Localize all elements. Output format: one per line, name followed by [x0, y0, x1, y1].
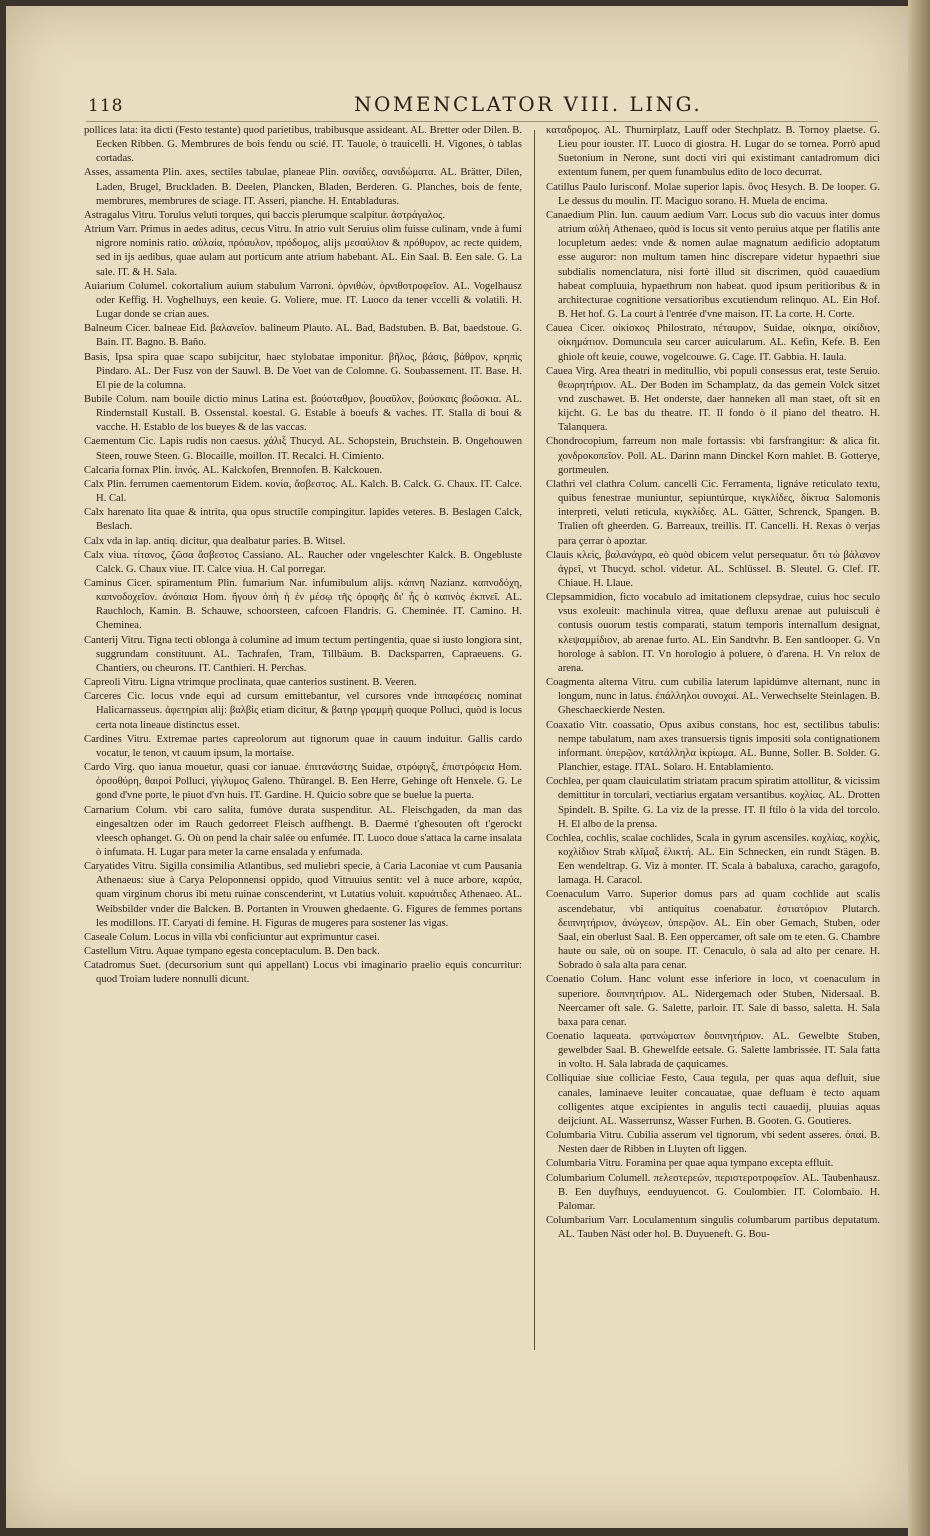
dictionary-entry: Astragalus Vitru. Torulus veluti torques, qui baccis plerumque scalpitur. ἀστράγαλος.: [84, 209, 446, 221]
dictionary-entry: Colliquiae siue colliciae Festo, Caua tegula, per quas aqua defluit, siue canales, laminaeve leuiter concauatae, quae defluam è tecto aquam colligentes atque excipientes in angulis tecti cauaedij, pluuias aquas deijciunt. AL. Wasserrunsz, Wasser Furhen. B. Gooten. G. Goutieres.: [546, 1073, 880, 1127]
dictionary-entry: Castellum Vitru. Aquae tympano egesta conceptaculum. B. Den back.: [84, 946, 380, 958]
dictionary-entry: Caryatides Vitru. Sigilla consimilia Atlantibus, sed muliebri specie, à Caria Laconiae vt cum Pausania Athenaeus: siue à Carya Peloponnensi oppido, quod Vitruuius sentit: vel à nuce arbore, καρύα, quam virginum chorus ibi metu ruinae conscenderint, vt Lutatius voluit. καρυάτιδες Athenaeo. AL. Weibsbilder vnder die Balcken. B. Portanten in Vrouwen ghedaente. G. Figures de femmes portans les modillons. IT. Caryati di femine. H. Figuras de mugeres para sostener las vigas.: [84, 861, 522, 929]
dictionary-entry: Columbarium Columell. πελεστερεών, περιστεροτροφεῖον. AL. Taubenhausz. B. Een duyfhuys, eenduyuencot. G. Coulombier. IT. Colombaio. H. Palomar.: [546, 1172, 880, 1212]
dictionary-entry: Calx harenato lita quae & intrita, qua opus structile compingitur. lapides veteres. B. Beslagen Calck, Beslach.: [84, 507, 522, 533]
dictionary-entry: Caseale Colum. Locus in villa vbi conficiuntur aut exprimuntur casei.: [84, 931, 380, 943]
dictionary-entry: Cochlea, cochlis, scalae cochlides, Scala in gyrum ascensiles. κοχλίας, κοχλὶς, κοχλίδιον Strab κλῖμαξ ἑλικτή. AL. Ein Schnecken, ein rundt Stägen. B. Een wendeltrap. G. Viz à monter. IT. Scala à babaluxa, caracho, garagofo, lamaga. H. Caracol.: [546, 832, 880, 887]
dictionary-entry: καταδρομος. AL. Thurnirplatz, Lauff oder Stechplatz. B. Tornoy plaetse. G. Lieu pour iouster. IT. Luoco di giostra. H. Lugar do se tornea. Porrò apud Suetonium in Nerone, sunt docti viri qui existimant cantadromum dici extentum funem, per quem funambulus edito de loco decurrat.: [546, 125, 880, 179]
dictionary-entry: Coaxatio Vitr. coassatio, Opus axibus constans, hoc est, sectilibus tabulis: nempe tabulatum, nam axes transuersis tignis impositi sola contignationem informant. ὑπερῷον, κατάλληλα ἰκρίωμα. AL. Bunne, Soller. B. Solder. G. Planchier, estage. ITAL. Solaro. H. Entablamiento.: [546, 719, 880, 774]
dictionary-entry: Columbaria Vitru. Foramina per quae aqua tympano excepta effluit.: [546, 1158, 834, 1170]
dictionary-entry: Coenaculum Varro. Superior domus pars ad quam cochlide aut scalis ascendebatur, vbi antiquitus coenabatur. ἑστιατόριον Plutarch. δειπνητήριον, ἀνώγεων, ὑπερῷον. AL. Ein ober Gemach, Stuben, oder Saal, ein oberlust Saal. B. Een oppercamer, oft sale om te eten. G. Chambre haute ou sale, où on soupe. IT. Cenaculo, ò sala ad alto per cenare. H. Sobrado ò sala alta para cenar.: [546, 889, 880, 972]
right-column: [546, 124, 880, 1364]
dictionary-entry: Asses, assamenta Plin. axes, sectiles tabulae, planeae Plin. σανίδες, σανιδώματα. AL. Brätter, Dilen, Laden, Brugel, Bruckladen. B. Deelen, Plancken, Bladen, Berderen. G. Planches, bois de fente, membrures, membrures de sciage. IT. Asseri, pianche. H. Entabladuras.: [84, 167, 522, 207]
dictionary-entry: Coenatio laqueata. φατνώματων δοιπνητήριον. AL. Gewelbte Stuben, gewelbder Saal. B. Ghewelfde eetsale. G. Salette lambrissée. IT. Sala fatta in volto. H. Sala labrada de çaquicames.: [546, 1031, 880, 1071]
dictionary-entry: Clepsammidion, ficto vocabulo ad imitationem clepsydrae, cuius hoc seculo vsus exoleuit: machinula vitrea, quae defluxu arenae aut puluisculi è contusis ouorum testis comparati, statum temporis internallum designat, κλεψαμμίδιον, ab arenae furto. AL. Ein Sandtvhr. B. Een santlooper. G. Vn horologe à sablon. IT. Vn horologio à poluere, ò d'arena. H. Vn relox de arena.: [546, 592, 880, 674]
dictionary-entry: Basis, Ipsa spira quae scapo subijcitur, haec stylobatae imponitur. βῆλος, βάσις, βάθρον, κρηπὶς Pindaro. AL. Der Fusz von der Sauwl. B. De Voet van de Colomne. G. Soubassement. IT. Base. H. El pie de la columna.: [84, 351, 522, 391]
dictionary-entry: Atrium Varr. Primus in aedes aditus, cecus Vitru. In atrio vult Seruius olim fuisse culinam, vnde à fumi nigrore nominis ratio. αὐλαία, πρόαυλον, πρόδομος, alijs μεσαύλιον & πρόθυρον, ac recte quidem, sed in ijs aedibus, quae aulam aut porticum ante atrium habebant. AL. Ein Saal. B. Een sale. G. La sale. IT. & H. Sala.: [84, 224, 522, 278]
dictionary-entry: Cardines Vitru. Extremae partes capreolorum aut tignorum quae in cauum induitur. Gallis cardo vocatur, le tenon, vt cauum ipsum, la mortaise.: [84, 733, 522, 759]
dictionary-entry: Carceres Cic. locus vnde equi ad cursum emittebantur, vel cursores vnde ἱππαφέσεις nominat Halicarnasseus. ἀφετηρίαι alij: βαλβὶς etiam dicitur, & βατηρ γραμμὴ quoque Polluci, quòd is locus certa nota lineaue distinctus esset.: [84, 691, 522, 731]
dictionary-entry: Cardo Virg. quo ianua mouetur, quasi cor ianuae. ἐπιτανάστης Suidae, στρόφιγξ, ἐπιστρόφεια Hom. ὀρσοθύρη, θαιροὶ Polluci, γίγλυμος Galeno. Thürangel. B. Een Herre, Gehinge oft Henxele. G. Le gond d'vne porte, le piuot d'vn huis. IT. Gardine. H. Quicio sobre que se buelue la puerta.: [84, 762, 522, 802]
dictionary-entry: Clathri vel clathra Colum. cancelli Cic. Ferramenta, lignáve reticulato textu, quibus fenestrae muniuntur, sepiuntúrque, κιγκλίδες, δίκτυα Salomonis interpreti, veluti reticula, κιγκλίδες. AL. Gätter, Schrenck, Spangen. B. Tralien oft gheerden. G. Barreaux, treillis. IT. Cancelli. H. Rexas ò verjas para çerrar ò apoztar.: [546, 478, 880, 547]
dictionary-entry: Auiarium Columel. cokortalium auium stabulum Varroni. ὀρνιθὼν, ὀρνιθοτροφεῖον. AL. Vogelhausz oder Keffig. H. Voghelhuys, een keuie. G. Voliere, mue. IT. Luoco da tener vccelli & volatili. H. Lugar donde se crian aues.: [84, 280, 522, 321]
dictionary-entry: Columbaria Vitru. Cubilia asserum vel tignorum, vbi sedent asseres. ὀπαί. B. Nesten daer de Ribben in Lluyten oft liggen.: [546, 1130, 880, 1156]
dictionary-entry: Canaedium Plin. Iun. cauum aedium Varr. Locus sub dio vacuus inter domus atrium αὐλὴ Athenaeo, quòd is locus sit vento peruius atque per flatilis ante locupletum aedes: vnde & nomen aulae magnatum aedificio adoptatum esse auguror: non multum tamen hinc discrepare videtur hypaethri siue subdialis nomenclatura, nisi fortè illud sit discrimen, quòd cauaedium habeat compluuia, hypaethrum non habeat. quod ipsum peritioribus & in architecturae cognitione versatioribus excutiendum relinquo. AL. Ein Hof. B. Het hof. G. La court à l'entrée d'vne maison. IT. La corte. H. Corte.: [546, 209, 880, 321]
dictionary-entry: Cauea Cicer. οἰκίσκος Philostrato, πέταυρον, Suidae, οἰκημα, οἰκίδιον, οἰκημάτιον. Domuncula seu carcer auicularum. AL. Kefin, Kefe. B. Een ghiole oft keuie, couwe, vogelcouwe. G. Cage. IT. Gabbia. H. Iaula.: [546, 323, 880, 363]
dictionary-entry: Caementum Cic. Lapis rudis non caesus. χάλιξ Thucyd. AL. Schopstein, Bruchstein. B. Ongehouwen Steen, rouwe Steen. G. Blocaille, moillon. IT. Recalci. H. Cimiento.: [84, 436, 522, 462]
dictionary-entry: Cauea Virg. Area theatri in meditullio, vbi populi consessus erat, teste Seruio. θεωρητήριον. AL. Der Boden im Schamplatz, da das gemein Volck sitzet vnd zuschawet. B. Het onderste, daer hanneken all man staet, oft sit en kijcht. G. Le bas du theatre. IT. Il fondo ò il piano del theatro. H. Talanquera.: [546, 365, 880, 434]
dictionary-entry: Coagmenta alterna Vitru. cum cubilia laterum lapidúmve alternant, nunc in longum, nunc in latus. ἐπάλληλοι συνοχαί. AL. Verwechselte Steinlagen. B. Gheschaeckierde Nesten.: [546, 677, 880, 717]
dictionary-entry: Canterij Vitru. Tigna tecti oblonga à columine ad imum tectum pertingentia, quae si iusto longiora sint, suggrundam constituunt. AL. Tachrafen, Tram, Tillbäum. B. Dacksparren, Capraeuens. G. Chantiers, ou cheurons. IT. Canthieri. H. Perchas.: [84, 634, 522, 674]
dictionary-entry: Coenatio Colum. Hanc volunt esse inferiore in loco, vt coenaculum in superiore. δοιπνητήριον. AL. Nidergemach oder Stuben, Nidersaal. B. Neercamer oft sale. G. Salette, parloir. IT. Sale di basso, saletta. H. Sala baxa para cenar.: [546, 974, 880, 1028]
dictionary-entry: Caminus Cicer. spiramentum Plin. fumarium Nar. infumibulum alijs. κάπνη Nazianz. καπνοδόχη, καπνοδοχεῖον. ἀνόπαια Hom. ἤγουν ὀπὴ ἡ ἐν μέσῳ τῆς ὀροφῆς δι' ἧς ὁ καπνὸς ἐκπνεῖ. AL. Rauchloch, Kamin. B. Schauwe, schoorsteen, cafcoen Flandris. G. Cheminée. IT. Camino. H. Cheminea.: [84, 578, 522, 632]
dictionary-entry: pollices lata: ita dicti (Festo testante) quod parietibus, trabibusque assideant. AL. Bretter oder Dilen. B. Eecken Ribben. G. Membrures de bois fendu ou scié. IT. Tauole, ò trauicelli. H. Vigones, ò tablas cortadas.: [84, 125, 522, 165]
dictionary-entry: Carnarium Colum. vbi caro salita, fumóve durata suspenditur. AL. Fleischgaden, da man das eingesaltzen oder im Rauch gedorreet Fleisch auffhengt. B. Daermé t'ghesouten oft t'gerockt vleesch ophanget. G. Où on pend la chair salée ou enfumée. IT. Luoco doue s'attaca la carne insalata ò infumata. H. Lugar para meter la carne ensalada y enfumada.: [84, 804, 522, 858]
dictionary-entry: Catadromus Suet. (decursorium sunt qui appellant) Locus vbi imaginario praelio equis concurritur: quod Troiam ludere nonnulli dicunt.: [84, 960, 522, 986]
header-rule: [86, 121, 878, 122]
dictionary-entry: Capreoli Vitru. Ligna vtrimque proclinata, quae canterios sustinent. B. Veeren.: [84, 677, 417, 689]
dictionary-entry: Balneum Cicer. balneae Eid. βαλανεῖον. balineum Plauto. AL. Bad, Badstuben. B. Bat, baedstoue. G. Bain. IT. Bagno. B. Baño.: [84, 323, 522, 349]
running-head: NOMENCLATOR VIII. LING.: [354, 92, 703, 116]
dictionary-entry: Clauis κλεὶς, βαλανάγρα, eò quòd obicem velut persequatur. ὅτι τὼ βάλανον ἀγρεῖ, vt Thucyd. schol. videtur. AL. Schlüssel. B. Sleutel. G. Clef. IT. Chiaue. H. Llaue.: [546, 549, 880, 589]
page-number: 118: [88, 96, 124, 116]
page-edge: [908, 0, 930, 1536]
column-rule: [534, 130, 535, 1350]
dictionary-entry: Chondrocopium, farreum non male fortassis: vbi farsfrangitur: & alica fit. χονδροκοπεῖον. Poll. AL. Darinn mann Dinckel Korn mahlet. B. Gotterye, gortmeulen.: [546, 436, 880, 476]
dictionary-entry: Calx vda in lap. antiq. dicitur, qua dealbatur paries. B. Witsel.: [84, 535, 346, 547]
dictionary-entry: Catillus Paulo Iurisconf. Molae superior lapis. ὄνος Hesych. B. De looper. G. Le dessus du moulin. IT. Maciguo sorano. H. Muela de encima.: [546, 181, 880, 207]
book-page: [6, 6, 908, 1528]
dictionary-entry: Calx Plin. ferrumen caementorum Eidem. κονία, ἄσβεστος. AL. Kalch. B. Calck. G. Chaux. IT. Calce. H. Cal.: [84, 478, 522, 505]
left-column: [84, 124, 522, 1364]
dictionary-entry: Calx viua. τίτανος, ζῶσα ἄσβεστος Cassiano. AL. Raucher oder vngeleschter Kalck. B. Ongebluste Calck. G. Chaux viue. IT. Calce viua. H. Cal porregar.: [84, 549, 522, 575]
dictionary-entry: Bubile Colum. nam bouile dictio minus Latina est. βούσταθμον, βουαῦλον, βούσκαις βοῶσκια. AL. Rindernstall Kustall. B. Ossenstal. koestal. G. Estable à boeufs & vaches. IT. Stalla di boui & vacche. H. Establo de los bueyes & de las vaccas.: [84, 393, 522, 434]
dictionary-entry: Cochlea, per quam clauiculatim striatam pracum spiratim attollitur, & vicissim demittitur in torculari, vectiarius ergatam versantibus. κοχλίας. AL. Drotten Spindelt. B. Spilte. G. La viz de la presse. IT. Il ftilo ò la vida del torcolo. H. El albo de la prensa.: [546, 776, 880, 830]
dictionary-entry: Calcaria fornax Plin. ἰπνός. AL. Kalckofen, Brennofen. B. Kalckouen.: [84, 464, 383, 476]
dictionary-entry: Columbarium Varr. Loculamentum singulis columbarum partibus deputatum. AL. Tauben Näst oder hol. B. Duyueneft. G. Bou-: [546, 1215, 880, 1241]
